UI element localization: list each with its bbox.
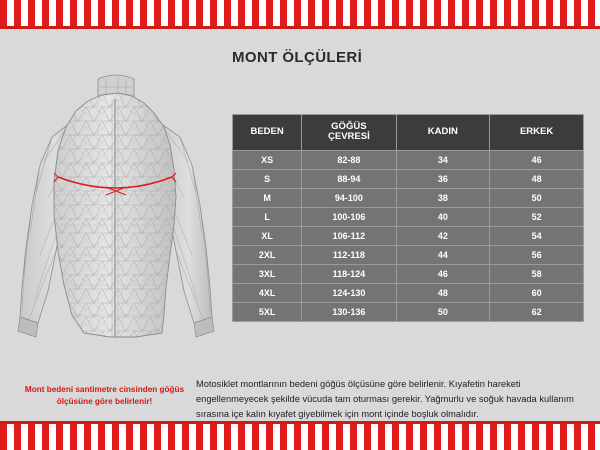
cell-beden: 4XL [233,283,302,302]
table-header-row [233,115,584,151]
gogus-line-1: GÖĞÜS [331,121,367,132]
cell-erkek: 52 [490,207,584,226]
cell-erkek: 48 [490,169,584,188]
table-row [233,302,584,321]
cell-kadin: 46 [396,264,490,283]
cell-gogus: 112-118 [302,245,396,264]
cell-beden: 2XL [233,245,302,264]
cell-erkek: 54 [490,226,584,245]
table-row [233,245,584,264]
red-warning-note: Mont bedeni santimetre cinsinden göğüs ölçüsüne göre belirlenir! [24,385,185,406]
cell-gogus: 124-130 [302,283,396,302]
cell-gogus: 82-88 [302,150,396,169]
cell-kadin: 42 [396,226,490,245]
cell-beden: L [233,207,302,226]
cell-beden: 5XL [233,302,302,321]
cell-erkek: 58 [490,264,584,283]
table-row [233,264,584,283]
cell-kadin: 50 [396,302,490,321]
cell-kadin: 34 [396,150,490,169]
cell-erkek: 50 [490,188,584,207]
column-header-erkek: ERKEK [490,115,584,151]
size-table [232,114,584,322]
column-header-kadin: KADIN [396,115,490,151]
page-title: MONT ÖLÇÜLERİ [232,49,363,66]
cell-beden: XL [233,226,302,245]
cell-gogus: 94-100 [302,188,396,207]
cell-erkek: 60 [490,283,584,302]
table-row [233,150,584,169]
cell-kadin: 40 [396,207,490,226]
description-note: Motosiklet montlarının bedeni göğüs ölçüsüne göre belirlenir. Kıyafetin hareketi engellenmeyecek şekilde vücuda tam oturması gerekir. Yağmurlu ve soğuk havada kullanım sırasına içe kalın kıyafet giyebilmek için mont içinde boşluk olmalıdır. [196,379,574,420]
jacket-torso [44,85,194,345]
table-body [233,150,584,321]
jacket-mannequin-diagram [14,65,224,355]
content-area [0,29,600,421]
table-row [233,207,584,226]
cell-gogus: 118-124 [302,264,396,283]
cell-gogus: 130-136 [302,302,396,321]
cell-beden: S [233,169,302,188]
cell-gogus: 106-112 [302,226,396,245]
cell-gogus: 88-94 [302,169,396,188]
column-header-beden: BEDEN [233,115,302,151]
cell-beden: 3XL [233,264,302,283]
column-header-gogus-cevresi [302,115,396,151]
cell-erkek: 56 [490,245,584,264]
decorative-stripe-top [0,0,600,26]
table-row [233,188,584,207]
cell-beden: XS [233,150,302,169]
cell-erkek: 62 [490,302,584,321]
decorative-stripe-bottom [0,424,600,450]
table-row [233,226,584,245]
cell-kadin: 38 [396,188,490,207]
table-row [233,169,584,188]
gogus-line-2: ÇEVRESİ [328,131,370,143]
table-row [233,283,584,302]
cell-kadin: 48 [396,283,490,302]
cell-kadin: 44 [396,245,490,264]
cell-kadin: 36 [396,169,490,188]
cell-beden: M [233,188,302,207]
cell-erkek: 46 [490,150,584,169]
cell-gogus: 100-106 [302,207,396,226]
